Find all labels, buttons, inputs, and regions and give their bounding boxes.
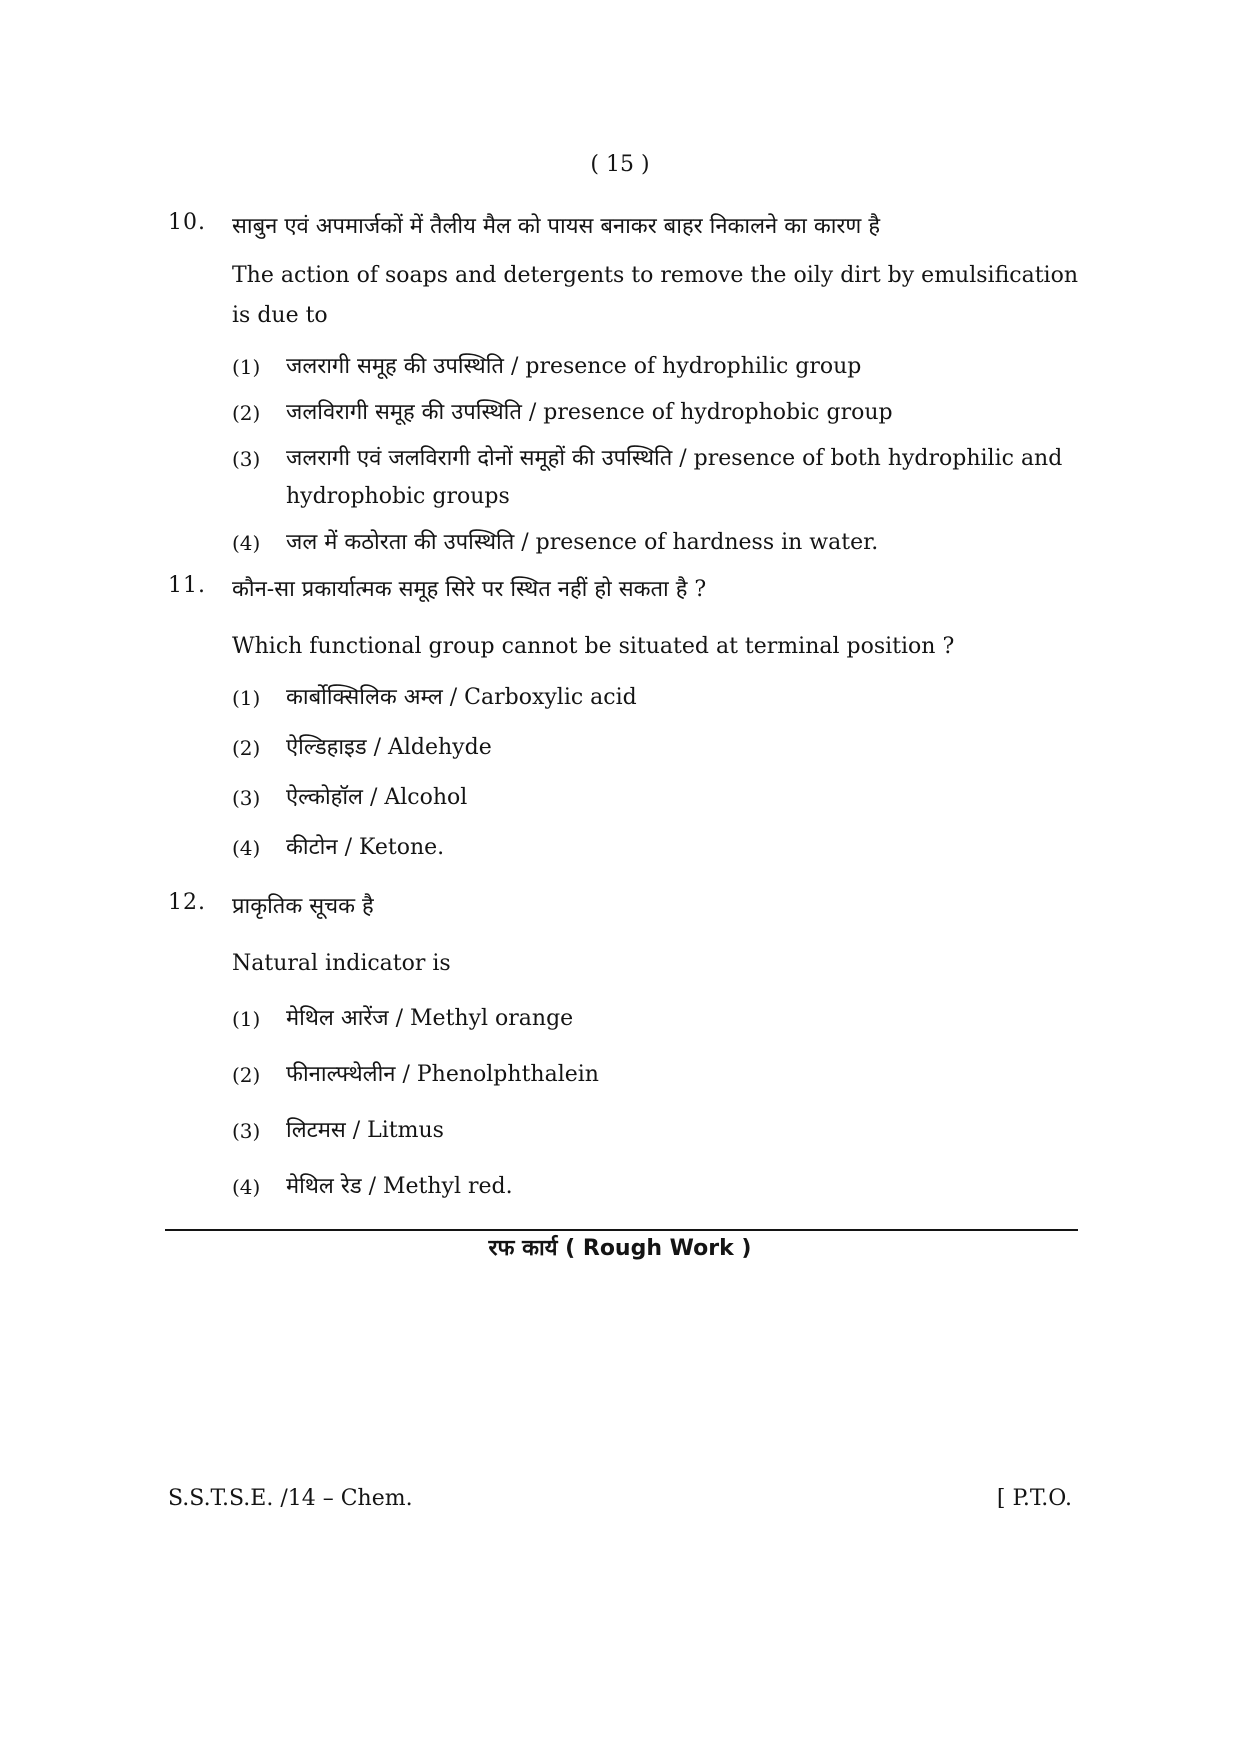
option bbox=[232, 440, 1078, 516]
option-number: (3) bbox=[232, 1119, 261, 1143]
question-text-hindi: कौन-सा प्रकार्यात्मक समूह सिरे पर स्थित नहीं हो सकता है ? bbox=[232, 577, 707, 602]
option-number: (2) bbox=[232, 736, 261, 760]
option-text: जलरागी समूह की उपस्थिति / presence of hydrophilic group bbox=[286, 354, 862, 379]
footer-pto: [ P.T.O. bbox=[996, 1486, 1072, 1511]
option-text: ऐल्कोहॉल / Alcohol bbox=[286, 785, 468, 810]
option bbox=[232, 348, 1078, 386]
option bbox=[232, 524, 1078, 562]
option-text: जलविरागी समूह की उपस्थिति / presence of hydrophobic group bbox=[286, 400, 893, 425]
question-number: 11. bbox=[168, 573, 206, 598]
option-text: कार्बोक्सिलिक अम्ल / Carboxylic acid bbox=[286, 685, 637, 710]
question-number: 12. bbox=[168, 890, 206, 915]
option-text: जलरागी एवं जलविरागी दोनों समूहों की उपस्थिति / presence of both hydrophilic and hydrophobic groups bbox=[286, 446, 1063, 509]
option bbox=[232, 829, 1078, 867]
question-text-hindi: साबुन एवं अपमार्जकों में तैलीय मैल को पायस बनाकर बाहर निकालने का कारण है bbox=[232, 214, 880, 239]
option bbox=[232, 1168, 1078, 1206]
question-text-english: The action of soaps and detergents to remove the oily dirt by emulsification is due to bbox=[232, 263, 1078, 328]
option-text: ऐल्डिहाइड / Aldehyde bbox=[286, 735, 492, 760]
option-text: मेथिल आरेंज / Methyl orange bbox=[286, 1006, 574, 1031]
option bbox=[232, 729, 1078, 767]
option-number: (4) bbox=[232, 531, 261, 555]
option-number: (2) bbox=[232, 401, 261, 425]
option-number: (1) bbox=[232, 355, 261, 379]
option-text: मेथिल रेड / Methyl red. bbox=[286, 1174, 513, 1199]
page-number: ( 15 ) bbox=[590, 152, 650, 177]
option-number: (3) bbox=[232, 447, 261, 471]
question-text-english: Natural indicator is bbox=[232, 951, 451, 976]
option-number: (1) bbox=[232, 1007, 261, 1031]
question-text-english: Which functional group cannot be situated at terminal position ? bbox=[232, 634, 955, 659]
option bbox=[232, 679, 1078, 717]
option bbox=[232, 1056, 1078, 1094]
footer-exam-code: S.S.T.S.E. /14 – Chem. bbox=[168, 1486, 413, 1511]
option-text: कीटोन / Ketone. bbox=[286, 835, 445, 860]
option-text: फीनाल्फ्थेलीन / Phenolphthalein bbox=[286, 1062, 599, 1087]
option-text: जल में कठोरता की उपस्थिति / presence of hardness in water. bbox=[286, 530, 879, 555]
option bbox=[232, 779, 1078, 817]
option-text: लिटमस / Litmus bbox=[286, 1118, 444, 1143]
option-number: (2) bbox=[232, 1063, 261, 1087]
option-number: (4) bbox=[232, 836, 261, 860]
question-text-hindi: प्राकृतिक सूचक है bbox=[232, 894, 374, 919]
option bbox=[232, 1000, 1078, 1038]
rough-work-heading: रफ कार्य ( Rough Work ) bbox=[488, 1236, 752, 1261]
option-number: (3) bbox=[232, 786, 261, 810]
rough-work-divider bbox=[165, 1229, 1078, 1231]
option-number: (1) bbox=[232, 686, 261, 710]
option bbox=[232, 394, 1078, 432]
option-number: (4) bbox=[232, 1175, 261, 1199]
question-number: 10. bbox=[168, 210, 206, 235]
option bbox=[232, 1112, 1078, 1150]
